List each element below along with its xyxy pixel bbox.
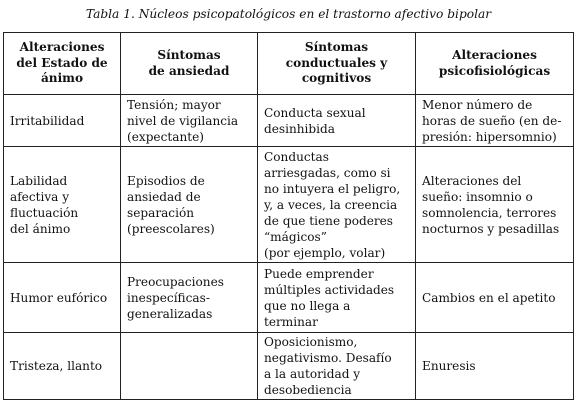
mood-cell (4, 147, 121, 263)
anxiety-cell (121, 263, 258, 333)
anxiety-cell (121, 95, 258, 147)
cell-line: sueño: insomnio o (422, 189, 533, 204)
cell-line: Puede emprender (264, 266, 374, 281)
mood-cell (4, 333, 121, 400)
psychophysiological-cell (416, 95, 574, 147)
cell-line: de ansiedad (148, 63, 230, 78)
cell-line: Tristeza, llanto (10, 359, 103, 373)
anxiety-cell (121, 147, 258, 263)
behavioral-cell (258, 333, 416, 400)
header-psychophysiological (416, 33, 574, 95)
cell-line: Conducta sexual (264, 105, 366, 120)
header-behavioral (258, 33, 416, 95)
cell-line: inespecíficas- (127, 290, 210, 305)
cell-line: presión: hipersomnio) (422, 129, 557, 144)
cell-line: “mágicos” (264, 229, 327, 244)
table-header-row (4, 33, 574, 95)
cell-line: Irritabilidad (10, 113, 85, 128)
cell-line: terminar (264, 314, 318, 329)
cell-line: no intuyera el peligro, (264, 181, 401, 196)
cell-line: cognitivos (301, 71, 372, 86)
cell-line: de que tiene poderes (264, 213, 394, 228)
cell-line: ánimo (40, 71, 84, 86)
mood-cell (4, 95, 121, 147)
cell-line: (por ejemplo, volar) (264, 245, 386, 260)
behavioral-cell (258, 147, 416, 263)
cell-line: Labilidad (10, 173, 68, 188)
cell-line: nivel de vigilancia (127, 113, 239, 128)
table-row (4, 333, 574, 400)
cell-line: separación (127, 205, 195, 220)
behavioral-cell (258, 95, 416, 147)
cell-line: afectiva y (10, 189, 70, 204)
table-row (4, 95, 574, 147)
cell-line: Enuresis (422, 359, 476, 373)
cell-line: (preescolares) (127, 221, 215, 236)
cell-line: Tensión; mayor (127, 97, 221, 112)
cell-line: Alteraciones (19, 40, 105, 55)
behavioral-cell (258, 263, 416, 333)
cell-line: ansiedad de (127, 189, 201, 204)
cell-line: Cambios en el apetito (422, 290, 556, 305)
cell-line: y, a veces, la creencia (264, 197, 398, 212)
cell-line: Menor número de (422, 97, 533, 112)
mood-cell (4, 263, 121, 333)
header-mood (4, 33, 121, 95)
cell-line: del ánimo (10, 221, 71, 236)
cell-line: psicofisiológicas (438, 63, 551, 78)
cell-line: desobediencia (264, 383, 352, 397)
psychophysiological-cell (416, 263, 574, 333)
cell-line: generalizadas (127, 306, 213, 321)
cell-line: Síntomas (304, 40, 369, 55)
psychophysiological-cell (416, 333, 574, 400)
psychophysiological-cell (416, 147, 574, 263)
symptoms-table (3, 32, 574, 400)
cell-line: negativismo. Desafío (264, 351, 392, 365)
table-caption: Tabla 1. Núcleos psicopatológicos en el trastorno afectivo bipolar (85, 7, 492, 21)
anxiety-cell (121, 333, 258, 400)
header-anxiety (121, 33, 258, 95)
cell-line: Alteraciones (452, 48, 537, 62)
cell-line: que no llega a (264, 298, 351, 313)
table-row (4, 147, 574, 263)
cell-line: Episodios de (127, 173, 205, 188)
cell-line: conductuales y (285, 55, 388, 70)
cell-line: Humor eufórico (10, 290, 108, 305)
cell-line: horas de sueño (en de- (422, 113, 562, 128)
cell-line: (expectante) (127, 129, 204, 144)
cell-line: arriesgadas, como si (264, 165, 391, 180)
cell-line: del Estado de (16, 55, 108, 70)
cell-line: múltiples actividades (264, 282, 395, 297)
cell-line: fluctuación (10, 205, 79, 220)
table-row (4, 263, 574, 333)
cell-line: Conductas (264, 149, 329, 164)
cell-line: desinhibida (264, 121, 335, 136)
cell-line: Preocupaciones (127, 274, 224, 289)
cell-line: Oposicionismo, (264, 335, 358, 349)
cell-line: Síntomas (157, 48, 221, 62)
cell-line: nocturnos y pesadillas (422, 221, 560, 236)
cell-line: Alteraciones del (422, 173, 522, 188)
cell-line: somnolencia, terrores (422, 205, 557, 220)
cell-line: a la autoridad y (264, 367, 361, 381)
table-body (4, 95, 574, 400)
